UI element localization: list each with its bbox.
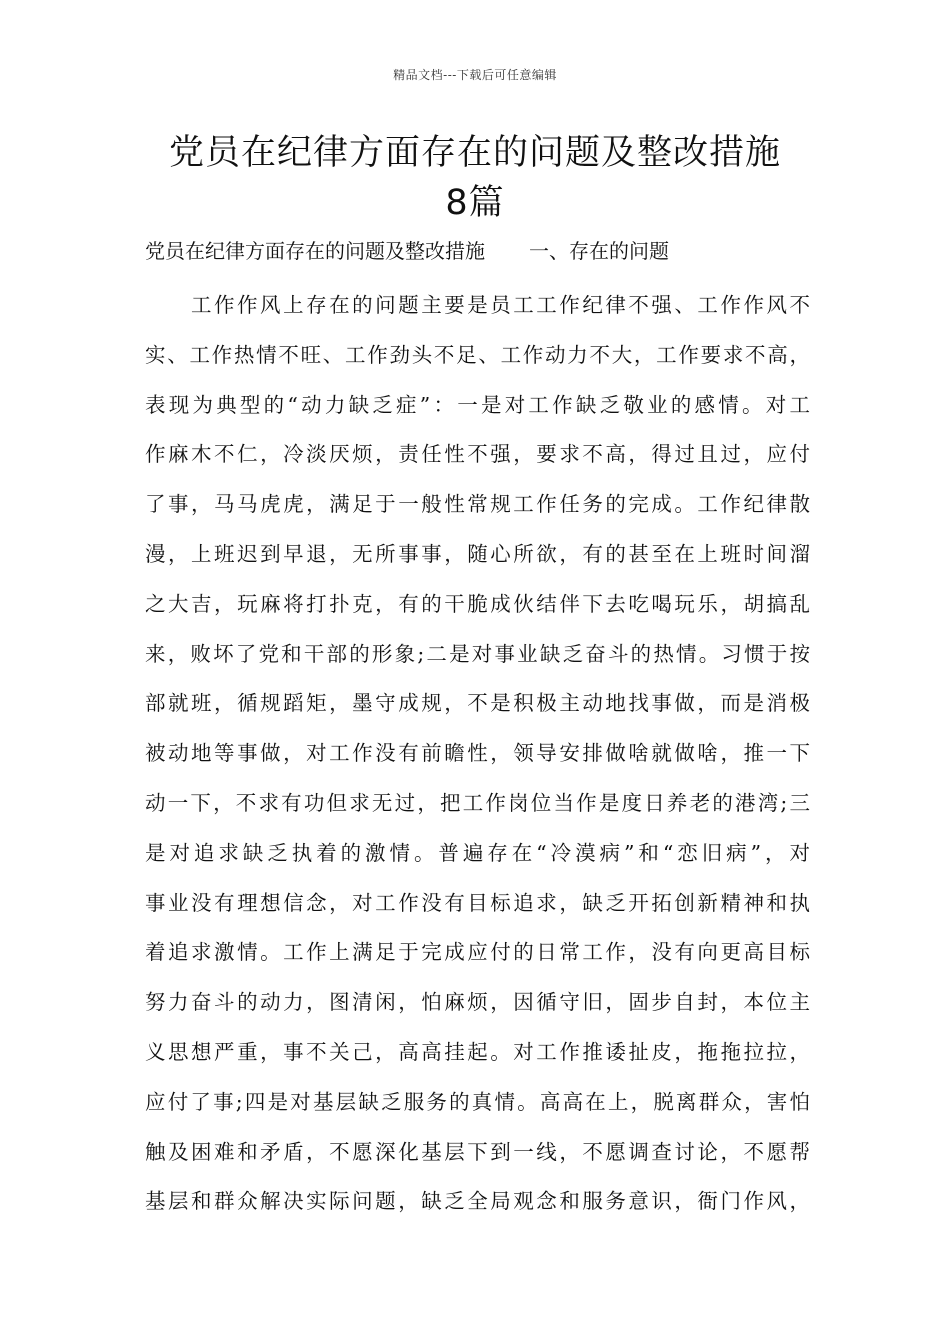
- body-line: 基层和群众解决实际问题，缺乏全局观念和服务意识，衙门作风，: [145, 1189, 810, 1214]
- body-line: 之大吉，玩麻将打扑克，有的干脆成伙结伴下去吃喝玩乐，胡搞乱: [145, 591, 810, 616]
- section-subheading: [145, 236, 845, 266]
- body-line: 了事，马马虎虎，满足于一般性常规工作任务的完成。工作纪律散: [145, 492, 810, 517]
- body-line: 动一下，不求有功但求无过，把工作岗位当作是度日养老的港湾;三: [145, 790, 810, 815]
- document-title-line-1: 党员在纪律方面存在的问题及整改措施: [168, 133, 781, 173]
- body-line: 漫，上班迟到早退，无所事事，随心所欲，有的甚至在上班时间溜: [145, 541, 810, 566]
- body-line: 表现为典型的“动力缺乏症”：一是对工作缺乏敬业的感情。对工: [145, 392, 810, 417]
- body-line: 义思想严重，事不关己，高高挂起。对工作推诿扯皮，拖拖拉拉，: [145, 1039, 810, 1064]
- body-line: 实、工作热情不旺、工作劲头不足、工作动力不大，工作要求不高，: [145, 342, 810, 367]
- document-title: [120, 128, 830, 228]
- subheading-section-title: 一、存在的问题: [529, 239, 669, 263]
- body-line: 着追求激情。工作上满足于完成应付的日常工作，没有向更高目标: [145, 940, 810, 965]
- body-line: 事业没有理想信念，对工作没有目标追求，缺乏开拓创新精神和执: [145, 890, 810, 915]
- body-line: 被动地等事做，对工作没有前瞻性，领导安排做啥就做啥，推一下: [145, 741, 810, 766]
- body-line: 工作作风上存在的问题主要是员工工作纪律不强、工作作风不: [191, 293, 810, 317]
- body-line: 是对追求缺乏执着的激情。普遍存在“冷漠病”和“恋旧病”，对: [145, 840, 810, 865]
- body-line: 来，败坏了党和干部的形象;二是对事业缺乏奋斗的热情。习惯于按: [145, 641, 810, 666]
- body-line: 应付了事;四是对基层缺乏服务的真情。高高在上，脱离群众，害怕: [145, 1089, 810, 1114]
- body-paragraph: [145, 285, 810, 1231]
- document-header-note: 精品文档---下载后可任意编辑: [393, 68, 557, 82]
- body-line: 努力奋斗的动力，图清闲，怕麻烦，因循守旧，固步自封，本位主: [145, 990, 810, 1015]
- body-line: 部就班，循规蹈矩，墨守成规，不是积极主动地找事做，而是消极: [145, 691, 810, 716]
- body-line: 作麻木不仁，冷淡厌烦，责任性不强，要求不高，得过且过，应付: [145, 442, 810, 467]
- body-line: 触及困难和矛盾，不愿深化基层下到一线，不愿调查讨论，不愿帮: [145, 1139, 810, 1164]
- subheading-document-name: 党员在纪律方面存在的问题及整改措施: [145, 239, 485, 263]
- document-title-line-2: 8篇: [445, 183, 505, 223]
